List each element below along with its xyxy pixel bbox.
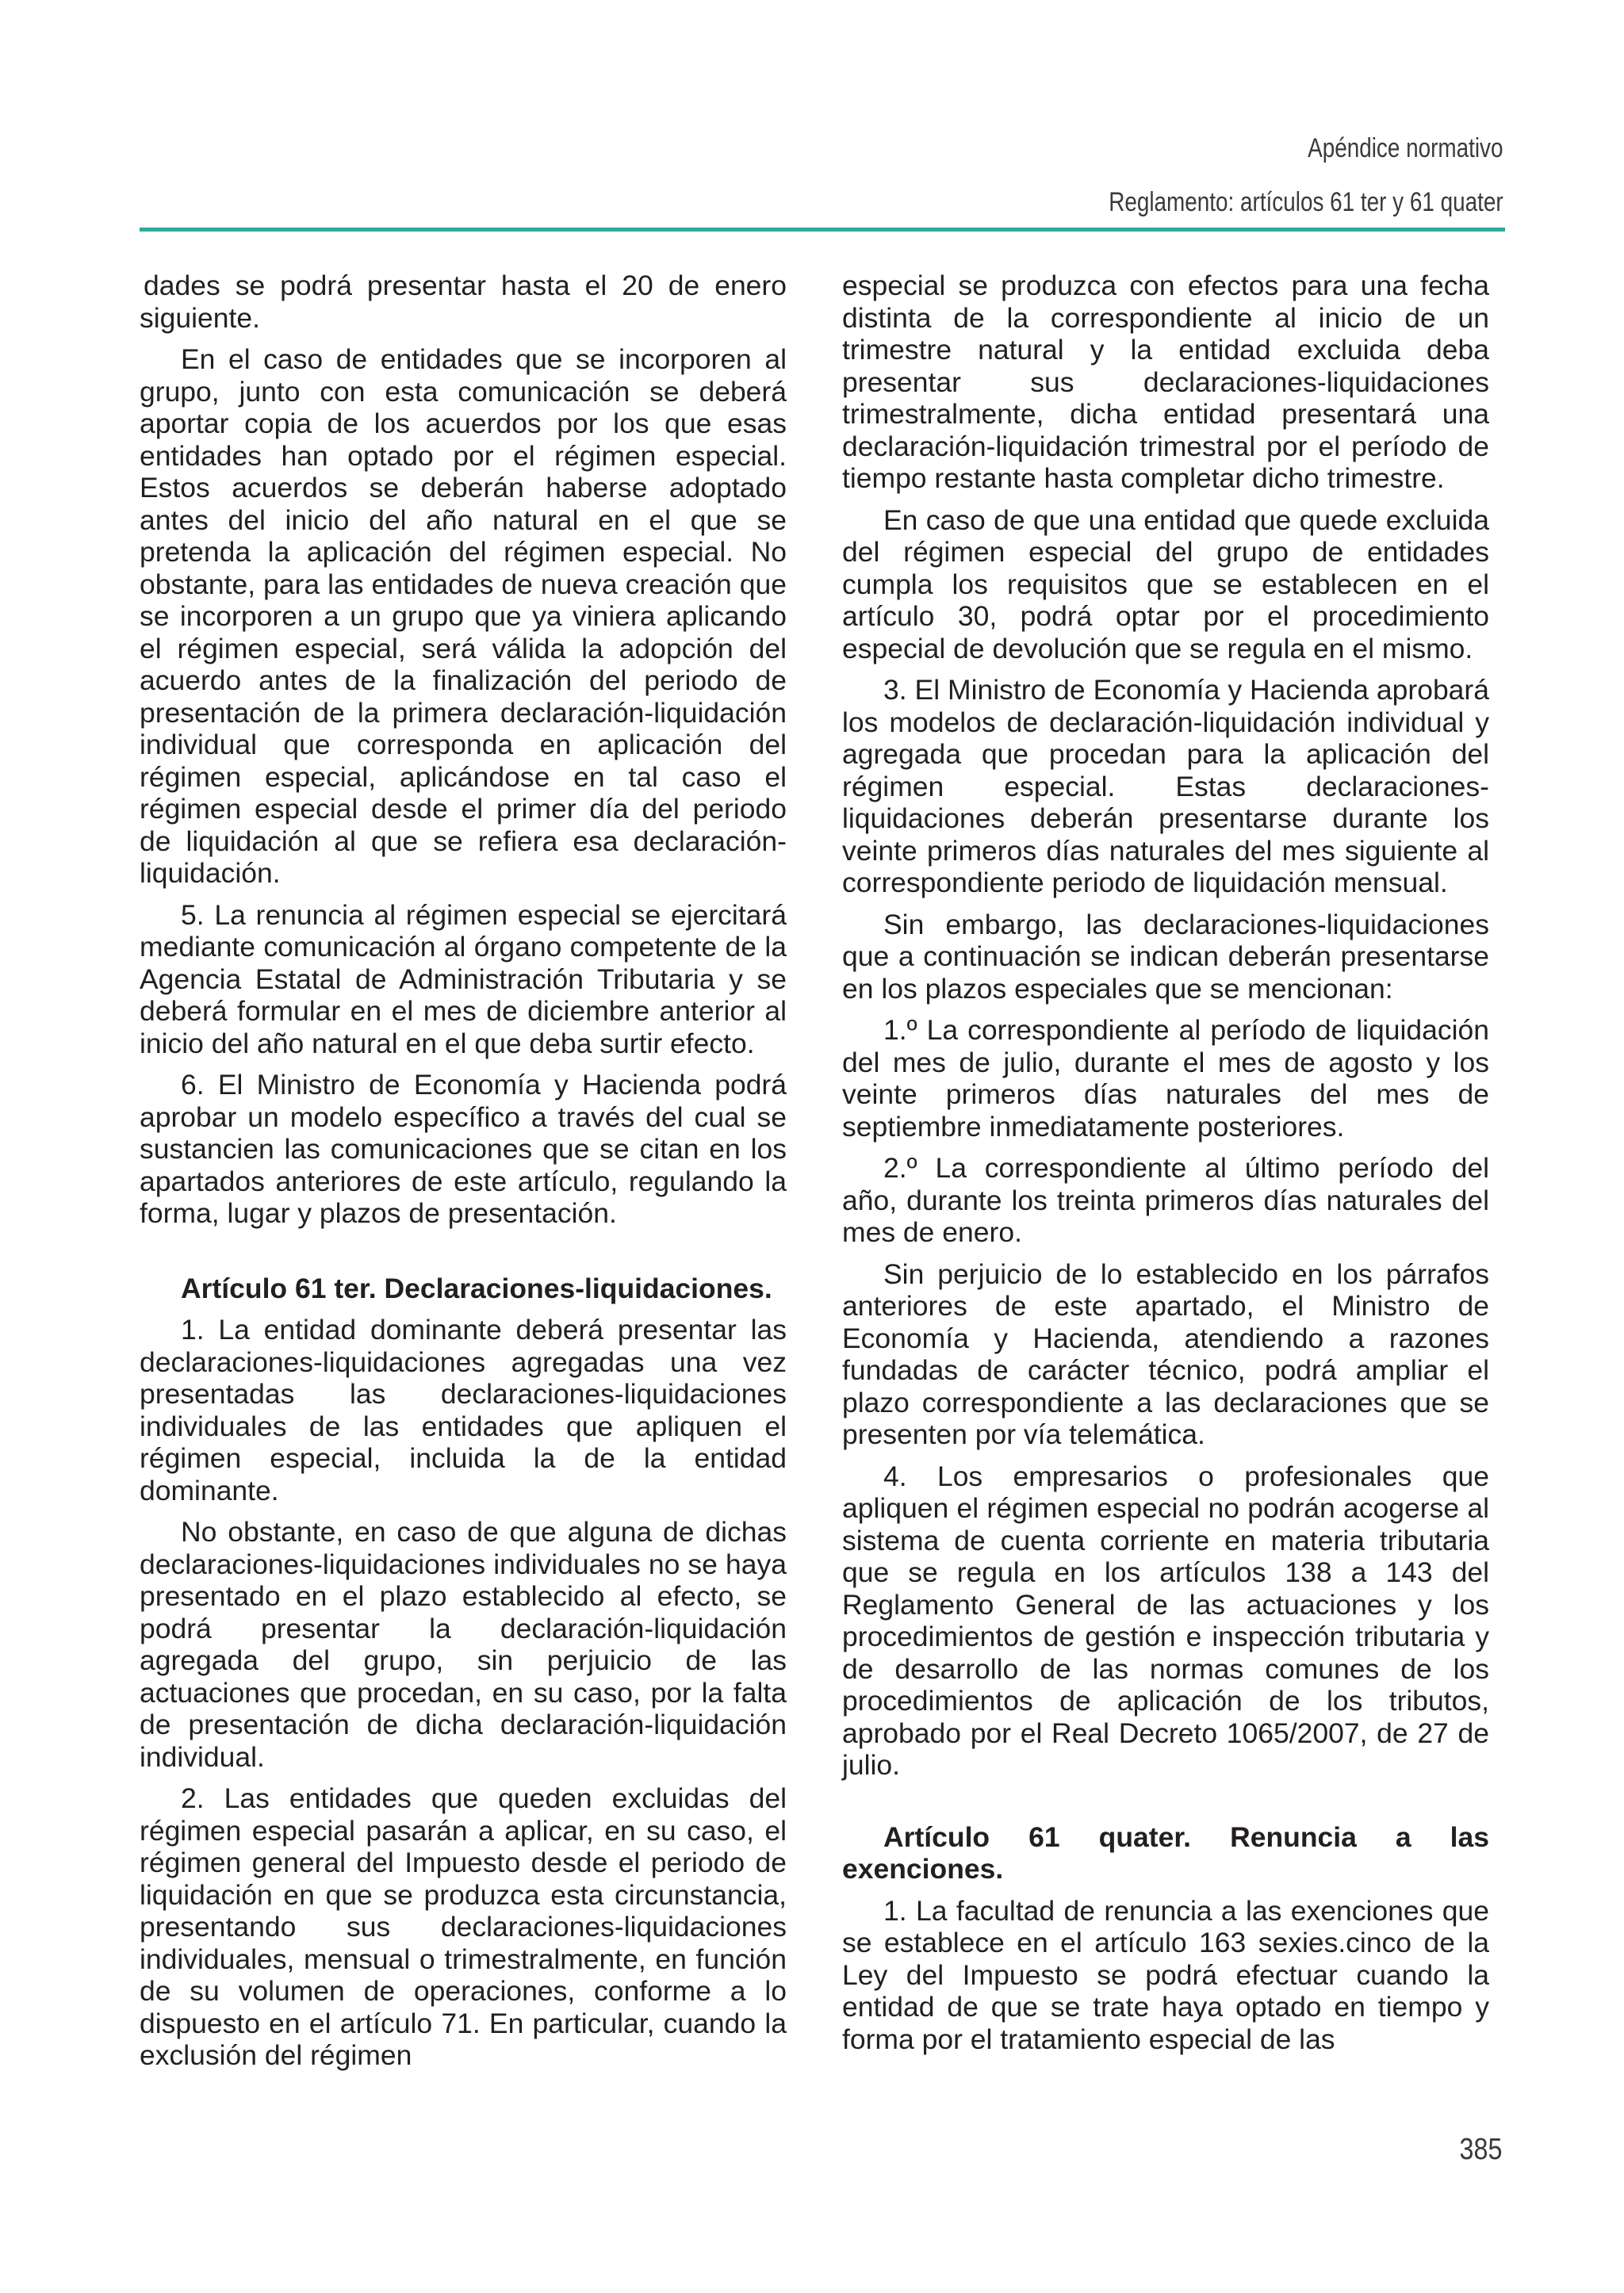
- left-column: [140, 270, 787, 2081]
- paragraph: especial se produzca con efectos para una fecha distinta de la correspondiente al inicio de un trimestre natural y la entidad excluida deba presentar sus declaraciones-liquidaciones trimestralmente, dicha entidad presentará una declaración-liquidación trimestral por el período de tiempo restante hasta completar dicho trimestre.: [842, 270, 1489, 494]
- paragraph: En caso de que una entidad que quede excluida del régimen especial del grupo de entidades cumpla los requisitos que se establecen en el artículo 30, podrá optar por el procedimiento especial de devolución que se regula en el mismo.: [842, 503, 1489, 664]
- paragraph: No obstante, en caso de que alguna de dichas declaraciones-liquidaciones individuales no se haya presentado en el plazo establecido al efecto, se podrá presentar la declaración-liquidación agregada del grupo, sin perjuicio de las actuaciones que procedan, en su caso, por la falta de presentación de dicha declaración-liquidación individual.: [140, 1516, 787, 1773]
- right-column: [842, 270, 1489, 2065]
- page-number: 385: [1459, 2133, 1502, 2166]
- header-divider: [140, 228, 1505, 232]
- paragraph: En el caso de entidades que se incorporen al grupo, junto con esta comunicación se deberá aportar copia de los acuerdos por los que esas entidades han optado por el régimen especial. Estos acuerdos se deberán haberse adoptado antes del inicio del año natural en el que se pretenda la aplicación del régimen especial. No obstante, para las entidades de nueva creación que se incorporen a un grupo que ya viniera aplicando el régimen especial, será válida la adopción del acuerdo antes de la finalización del periodo de presentación de la primera declaración-liquidación individual que corresponda en aplicación del régimen especial, aplicándose en tal caso el régimen especial desde el primer día del periodo de liquidación al que se refiera esa declaración-liquidación.: [140, 343, 787, 889]
- paragraph: 2.º La correspondiente al último período del año, durante los treinta primeros días naturales del mes de enero.: [842, 1152, 1489, 1248]
- article-heading: Artículo 61 ter. Declaraciones-liquidaciones.: [181, 1272, 772, 1304]
- article-heading: Artículo 61 quater. Renuncia a las exenciones.: [842, 1820, 1489, 1885]
- paragraph: 3. El Ministro de Economía y Hacienda aprobará los modelos de declaración-liquidación individual y agregada que procedan para la aplicación del régimen especial. Estas declaraciones-liquidaciones deberán presentarse durante los veinte primeros días naturales del mes siguiente al correspondiente periodo de liquidación mensual.: [842, 674, 1489, 898]
- paragraph: dades se podrá presentar hasta el 20 de enero siguiente.: [140, 270, 787, 334]
- paragraph: 4. Los empresarios o profesionales que apliquen el régimen especial no podrán acogerse al sistema de cuenta corriente en materia tributaria que se regula en los artículos 138 a 143 del Reglamento General de las actuaciones y los procedimientos de gestión e inspección tributaria y de desarrollo de las normas comunes de los procedimientos de aplicación de los tributos, aprobado por el Real Decreto 1065/2007, de 27 de julio.: [842, 1460, 1489, 1781]
- header-subtitle: Reglamento: artículos 61 ter y 61 quater: [1109, 187, 1503, 217]
- paragraph: 1.º La correspondiente al período de liquidación del mes de julio, durante el mes de agosto y los veinte primeros días naturales del mes de septiembre inmediatamente posteriores.: [842, 1014, 1489, 1143]
- paragraph: 1. La facultad de renuncia a las exenciones que se establece en el artículo 163 sexies.cinco de la Ley del Impuesto se podrá efectuar cuando la entidad de que se trate haya optado en tiempo y forma por el tratamiento especial de las: [842, 1894, 1489, 2055]
- paragraph: 5. La renuncia al régimen especial se ejercitará mediante comunicación al órgano competente de la Agencia Estatal de Administración Tributaria y se deberá formular en el mes de diciembre anterior al inicio del año natural en el que deba surtir efecto.: [140, 898, 787, 1059]
- paragraph: 6. El Ministro de Economía y Hacienda podrá aprobar un modelo específico a través del cual se sustancien las comunicaciones que se citan en los apartados anteriores de este artículo, regulando la forma, lugar y plazos de presentación.: [140, 1069, 787, 1229]
- paragraph: Sin embargo, las declaraciones-liquidaciones que a continuación se indican deberán presentarse en los plazos especiales que se mencionan:: [842, 908, 1489, 1005]
- paragraph: 2. Las entidades que queden excluidas del régimen especial pasarán a aplicar, en su caso, el régimen general del Impuesto desde el periodo de liquidación en que se produzca esta circunstancia, presentando sus declaraciones-liquidaciones individuales, mensual o trimestralmente, en función de su volumen de operaciones, conforme a lo dispuesto en el artículo 71. En particular, cuando la exclusión del régimen: [140, 1782, 787, 2071]
- header-section-title: Apéndice normativo: [1308, 133, 1503, 163]
- paragraph: 1. La entidad dominante deberá presentar las declaraciones-liquidaciones agregadas una vez presentadas las declaraciones-liquidaciones individuales de las entidades que apliquen el régimen especial, incluida la de la entidad dominante.: [140, 1314, 787, 1506]
- paragraph: Sin perjuicio de lo establecido en los párrafos anteriores de este apartado, el Ministro de Economía y Hacienda, atendiendo a razones fundadas de carácter técnico, podrá ampliar el plazo correspondiente a las declaraciones que se presenten por vía telemática.: [842, 1258, 1489, 1450]
